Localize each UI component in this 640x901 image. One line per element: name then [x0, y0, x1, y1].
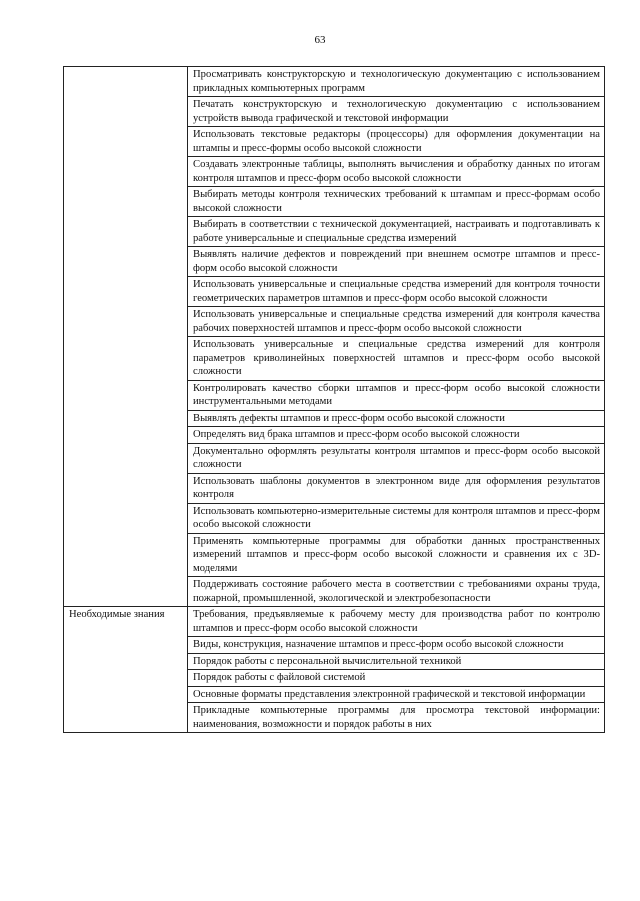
skills-label-cell [64, 67, 188, 607]
knowledge-row [64, 607, 605, 637]
page-number: 63 [314, 34, 326, 46]
skills-item: Определять вид брака штампов и пресс-форм особо высокой сложности [188, 427, 605, 444]
skills-item: Использовать шаблоны документов в электронном виде для оформления результатов контроля [188, 473, 605, 503]
skills-item: Контролировать качество сборки штампов и пресс-форм особо высокой сложности инструментальными методами [188, 380, 605, 410]
knowledge-item: Основные форматы представления электронной графической и текстовой информации [188, 686, 605, 703]
knowledge-item: Виды, конструкция, назначение штампов и пресс-форм особо высокой сложности [188, 637, 605, 654]
knowledge-item: Прикладные компьютерные программы для просмотра текстовой информации: наименования, возможности и порядок работы в них [188, 703, 605, 733]
skills-item: Поддерживать состояние рабочего места в соответствии с требованиями охраны труда, пожарной, промышленной, экологической и электробезопасности [188, 577, 605, 607]
knowledge-item: Порядок работы с персональной вычислительной техникой [188, 653, 605, 670]
skills-item: Использовать универсальные и специальные средства измерений для контроля точности геометрических параметров штампов и пресс-форм особо высокой сложности [188, 277, 605, 307]
skills-item: Просматривать конструкторскую и технологическую документацию с использованием прикладных компьютерных программ [188, 67, 605, 97]
skills-item: Документально оформлять результаты контроля штампов и пресс-форм особо высокой сложности [188, 443, 605, 473]
skills-row [64, 67, 605, 97]
skills-item: Выбирать методы контроля технических требований к штампам и пресс-формам особо высокой сложности [188, 187, 605, 217]
skills-item: Печатать конструкторскую и технологическую документацию с использованием устройств вывода графической и текстовой информации [188, 97, 605, 127]
skills-item: Использовать универсальные и специальные средства измерений для контроля качества рабочих поверхностей штампов и пресс-форм особо высокой сложности [188, 307, 605, 337]
requirements-table [63, 66, 605, 733]
skills-item: Использовать компьютерно-измерительные системы для контроля штампов и пресс-форм особо высокой сложности [188, 503, 605, 533]
skills-item: Выявлять дефекты штампов и пресс-форм особо высокой сложности [188, 410, 605, 427]
skills-item: Применять компьютерные программы для обработки данных пространственных измерений штампов и пресс-форм особо высокой сложности и сравнения их с 3D-моделями [188, 533, 605, 577]
requirements-table-body [64, 67, 605, 733]
skills-item: Выявлять наличие дефектов и повреждений при внешнем осмотре штампов и пресс-форм особо высокой сложности [188, 247, 605, 277]
skills-item: Использовать универсальные и специальные средства измерений для контроля параметров криволинейных поверхностей штампов и пресс-форм особо высокой сложности [188, 337, 605, 381]
skills-item: Выбирать в соответствии с технической документацией, настраивать и подготавливать к работе универсальные и специальные средства измерений [188, 217, 605, 247]
knowledge-label-cell: Необходимые знания [64, 607, 188, 733]
skills-item: Создавать электронные таблицы, выполнять вычисления и обработку данных по итогам контроля штампов и пресс-форм особо высокой сложности [188, 157, 605, 187]
knowledge-item: Требования, предъявляемые к рабочему месту для производства работ по контролю штампов и пресс-форм особо высокой сложности [188, 607, 605, 637]
skills-item: Использовать текстовые редакторы (процессоры) для оформления документации на штампы и пресс-формы особо высокой сложности [188, 127, 605, 157]
knowledge-item: Порядок работы с файловой системой [188, 670, 605, 687]
